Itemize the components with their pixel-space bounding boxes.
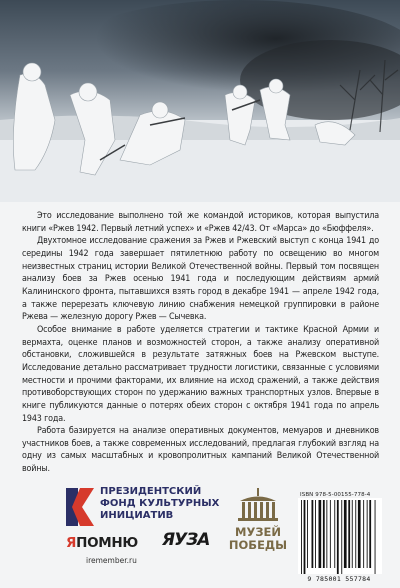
- barcode-bar: [363, 500, 364, 568]
- yapomnyu-logo: [66, 535, 138, 551]
- barcode-bar: [367, 500, 368, 568]
- barcode-bar: [330, 500, 331, 568]
- barcode-bar: [348, 500, 350, 568]
- barcode-bar: [344, 500, 347, 568]
- pfki-line-1: ПРЕЗИДЕНТСКИЙ: [100, 486, 202, 497]
- paragraph-intro: Это исследование выполнено той же командой историков, которая выпустила книги «Ржев 1942. Первый летний успех» и «Ржев 42/43. От «Марса» до «Бюффеля».: [22, 211, 379, 234]
- barcode-bar: [375, 500, 376, 574]
- barcode-bar: [301, 500, 302, 574]
- pfki-logo-icon: [62, 486, 96, 528]
- barcode-bar: [323, 500, 325, 568]
- yapomnyu-logo-rest: ПОМНЮ: [76, 535, 138, 551]
- barcode-bar: [312, 500, 314, 568]
- barcode-bar: [326, 500, 327, 568]
- pfki-line-2: ФОНД КУЛЬТУРНЫХ: [100, 498, 220, 509]
- barcode-bar: [341, 500, 342, 574]
- yauza-publisher-logo: ЯУЗА: [162, 530, 210, 550]
- museum-line-2: ПОБЕДЫ: [228, 537, 288, 552]
- paragraph-focus: Особое внимание в работе уделяется стратегии и тактике Красной Армии и вермахта, оценке планов и возможностей сторон, а также анализу оперативной обстановки, сложившейся в результате затяжных боев на Ржевском выступе. Исследование детально рассматривает трудности логистики, связанные с условиями местности и прочими факторами, их влияние на исход сражений, а также действия противоборствующих сторон по удержанию важных транспортных узлов. Впервые в книге публикуются данные о потерях обеих сторон с октября 1941 года по апрель 1943 года.: [22, 324, 379, 424]
- yapomnyu-logo-ya: Я: [66, 535, 77, 551]
- barcode-bar: [355, 500, 356, 568]
- barcode-bar: [337, 500, 339, 574]
- paragraph-overview: Двухтомное исследование сражения за Ржев и Ржевский выступ с конца 1941 до середины 1942 года завершает пятилетнюю работу по освещению во многом неизвестных страниц истории Великой Отечественной войны. Первый том посвящен анализу боев за Ржев осенью 1941 года и последующим действиям армий Калининского фронта, пытавшихся взять город в декабре 1941 — апреле 1942 года, а также перерезать ключевую линию снабжения немецкой группировки в районе Ржева — железную дорогу Ржев — Сычевка.: [22, 236, 379, 323]
- victory-museum-text: [226, 526, 290, 551]
- paragraph-sources: Работа базируется на анализе оперативных документов, мемуаров и дневников участников боев, а также современных исследований, предлагая глубокий взгляд на одну из самых масштабных и кровопролитных кампаний Великой Отечественной войны.: [22, 426, 379, 475]
- description-text: [22, 210, 379, 476]
- barcode-bar: [307, 500, 308, 568]
- isbn-label: ISBN 978-5-00155-778-4: [300, 492, 371, 498]
- pfki-line-3: ИНИЦИАТИВ: [100, 510, 174, 521]
- victory-museum-icon: [236, 488, 280, 524]
- barcode-digits: 9 785001 557784: [307, 575, 371, 583]
- barcode-bar: [352, 500, 353, 568]
- barcode-bar: [334, 500, 335, 568]
- iremember-url: iremember.ru: [86, 556, 137, 565]
- barcode-bar: [315, 500, 316, 568]
- museum-line-1: МУЗЕЙ: [235, 525, 281, 539]
- barcode-bar: [319, 500, 322, 568]
- pfki-logo-text: [100, 486, 219, 522]
- barcode-bar: [369, 500, 371, 568]
- barcode: [298, 498, 382, 574]
- cover-photo-winter-soldiers: [0, 0, 400, 202]
- barcode-bar: [358, 500, 361, 568]
- barcode-bar: [304, 500, 306, 574]
